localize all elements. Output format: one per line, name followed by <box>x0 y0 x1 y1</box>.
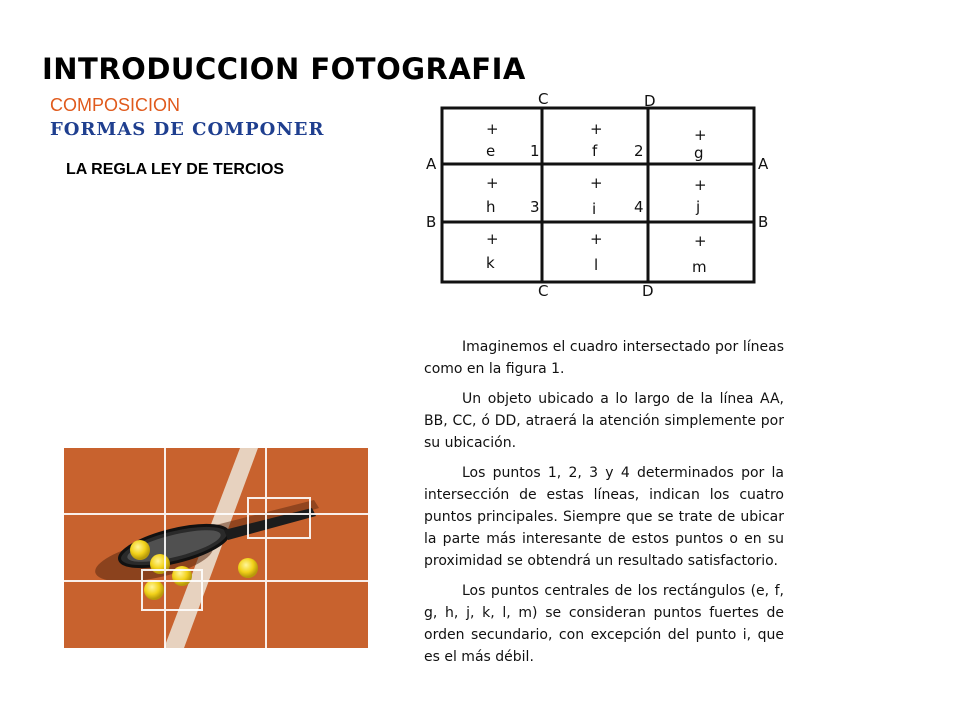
section-heading: FORMAS DE COMPONER <box>50 119 325 140</box>
cell-e: e <box>486 142 496 160</box>
label-bottom-c: C <box>538 282 549 300</box>
paragraph-2: Un objeto ubicado a lo largo de la línea AA, BB, CC, ó DD, atraerá la atención simplemente por su ubicación. <box>424 391 784 451</box>
cell-l: l <box>594 256 599 274</box>
paragraph-4: Los puntos centrales de los rectángulos (e, f, g, h, j, k, l, m) se consideran puntos fuertes de orden secundario, con excepción del punto i, que es el más débil. <box>424 583 784 665</box>
plus-h: + <box>486 174 499 192</box>
point-2: 2 <box>634 142 644 160</box>
point-3: 3 <box>530 198 540 216</box>
label-top-c: C <box>538 90 549 108</box>
tennis-ball <box>130 540 150 560</box>
label-right-b: B <box>758 213 769 231</box>
cell-i: i <box>592 200 597 218</box>
plus-g: + <box>694 126 707 144</box>
label-right-a: A <box>758 155 769 173</box>
paragraph-3: Los puntos 1, 2, 3 y 4 determinados por la intersección de estas líneas, indican los cuatro puntos principales. Siempre que se trate de ubicar la parte más interesante de estos puntos o en su proximidad se obtendrá un resultado satisfactorio. <box>424 465 784 569</box>
plus-l: + <box>590 230 603 248</box>
tennis-ball <box>238 558 258 578</box>
point-4: 4 <box>634 198 644 216</box>
plus-f: + <box>590 120 603 138</box>
plus-i: + <box>590 174 603 192</box>
plus-k: + <box>486 230 499 248</box>
plus-m: + <box>694 232 707 250</box>
plus-e: + <box>486 120 499 138</box>
cell-j: j <box>696 198 701 216</box>
label-left-a: A <box>426 155 437 173</box>
explanation-text <box>424 336 784 676</box>
rule-of-thirds-label: LA REGLA LEY DE TERCIOS <box>66 161 285 178</box>
label-top-d: D <box>644 92 656 110</box>
thirds-grid-diagram <box>418 90 778 305</box>
point-1: 1 <box>530 142 540 160</box>
paragraph-1: Imaginemos el cuadro intersectado por líneas como en la figura 1. <box>424 339 784 377</box>
label-bottom-d: D <box>642 282 654 300</box>
section-subtitle: COMPOSICION <box>50 95 181 115</box>
label-left-b: B <box>426 213 437 231</box>
cell-k: k <box>486 254 495 272</box>
cell-f: f <box>592 142 598 160</box>
cell-m: m <box>692 258 707 276</box>
tennis-racket-photo <box>64 448 368 648</box>
tennis-ball <box>144 580 164 600</box>
cell-h: h <box>486 198 496 216</box>
plus-j: + <box>694 176 707 194</box>
cell-g: g <box>694 144 704 162</box>
page-title: INTRODUCCION FOTOGRAFIA <box>42 52 526 86</box>
